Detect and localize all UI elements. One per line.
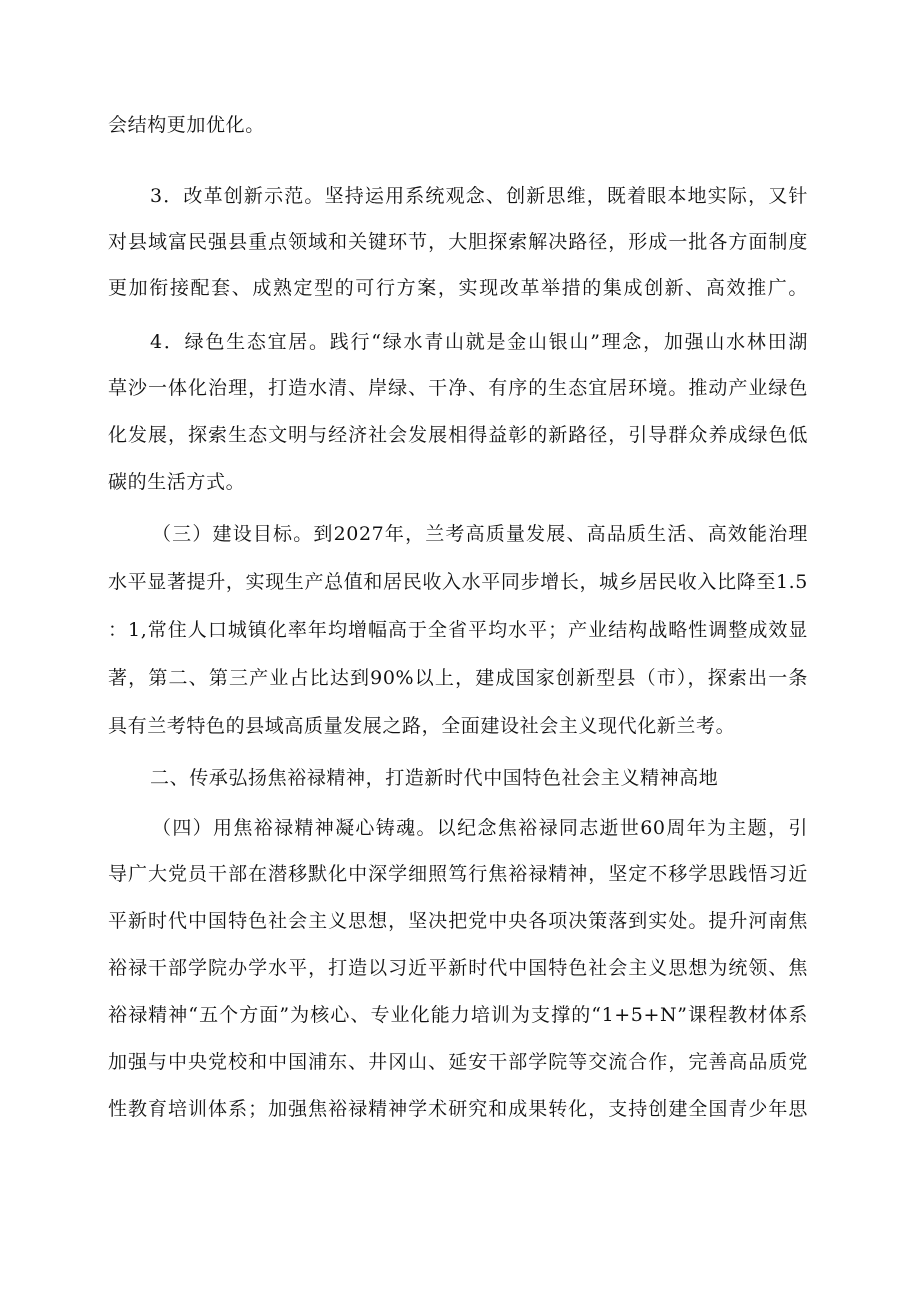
- text-line: 更加衔接配套、成熟定型的可行方案，实现改革举措的集成创新、高效推广。: [108, 277, 808, 299]
- text-line: （四）用焦裕禄精神凝心铸魂。以纪念焦裕禄同志逝世60周年为主题，引: [152, 817, 808, 839]
- text-line: 水平显著提升，实现生产总值和居民收入水平同步增长，城乡居民收入比降至1.5: [108, 571, 808, 593]
- text-line: 草沙一体化治理，打造水清、岸绿、干净、有序的生态宜居环境。推动产业绿色: [108, 377, 808, 399]
- text-line: 导广大党员干部在潜移默化中深学细照笃行焦裕禄精神，坚定不移学思践悟习近: [108, 863, 808, 885]
- text-line: 裕禄干部学院办学水平，打造以习近平新时代中国特色社会主义思想为统领、焦: [108, 957, 808, 979]
- text-line: 会结构更加优化。: [108, 114, 265, 136]
- text-line: 对县域富民强县重点领域和关键环节，大胆探索解决路径，形成一批各方面制度: [108, 231, 808, 253]
- text-line: 碳的生活方式。: [108, 471, 246, 493]
- text-line: 平新时代中国特色社会主义思想，坚决把党中央各项决策落到实处。提升河南焦: [108, 910, 808, 932]
- text-line: 裕禄精神“五个方面”为核心、专业化能力培训为支撑的“1+5+N”课程教材体系: [108, 1004, 808, 1026]
- text-line: 性教育培训体系；加强焦裕禄精神学术研究和成果转化，支持创建全国青少年思: [108, 1098, 808, 1120]
- text-line: 4．绿色生态宜居。践行“绿水青山就是金山银山”理念，加强山水林田湖: [150, 331, 808, 353]
- section-heading: 二、传承弘扬焦裕禄精神，打造新时代中国特色社会主义精神高地: [150, 767, 719, 789]
- text-line: 具有兰考特色的县域高质量发展之路，全面建设社会主义现代化新兰考。: [108, 715, 736, 737]
- text-line: （三）建设目标。到2027年，兰考高质量发展、高品质生活、高效能治理: [152, 523, 808, 545]
- text-line: 3．改革创新示范。坚持运用系统观念、创新思维，既着眼本地实际，又针: [150, 185, 808, 207]
- text-line: ：1,常住人口城镇化率年均增幅高于全省平均水平；产业结构战略性调整成效显: [108, 619, 808, 641]
- text-line: 加强与中央党校和中国浦东、井冈山、延安干部学院等交流合作，完善高品质党: [108, 1051, 808, 1073]
- text-line: 化发展，探索生态文明与经济社会发展相得益彰的新路径，引导群众养成绿色低: [108, 424, 808, 446]
- text-line: 著，第二、第三产业占比达到90%以上，建成国家创新型县（市），探索出一条: [108, 667, 808, 689]
